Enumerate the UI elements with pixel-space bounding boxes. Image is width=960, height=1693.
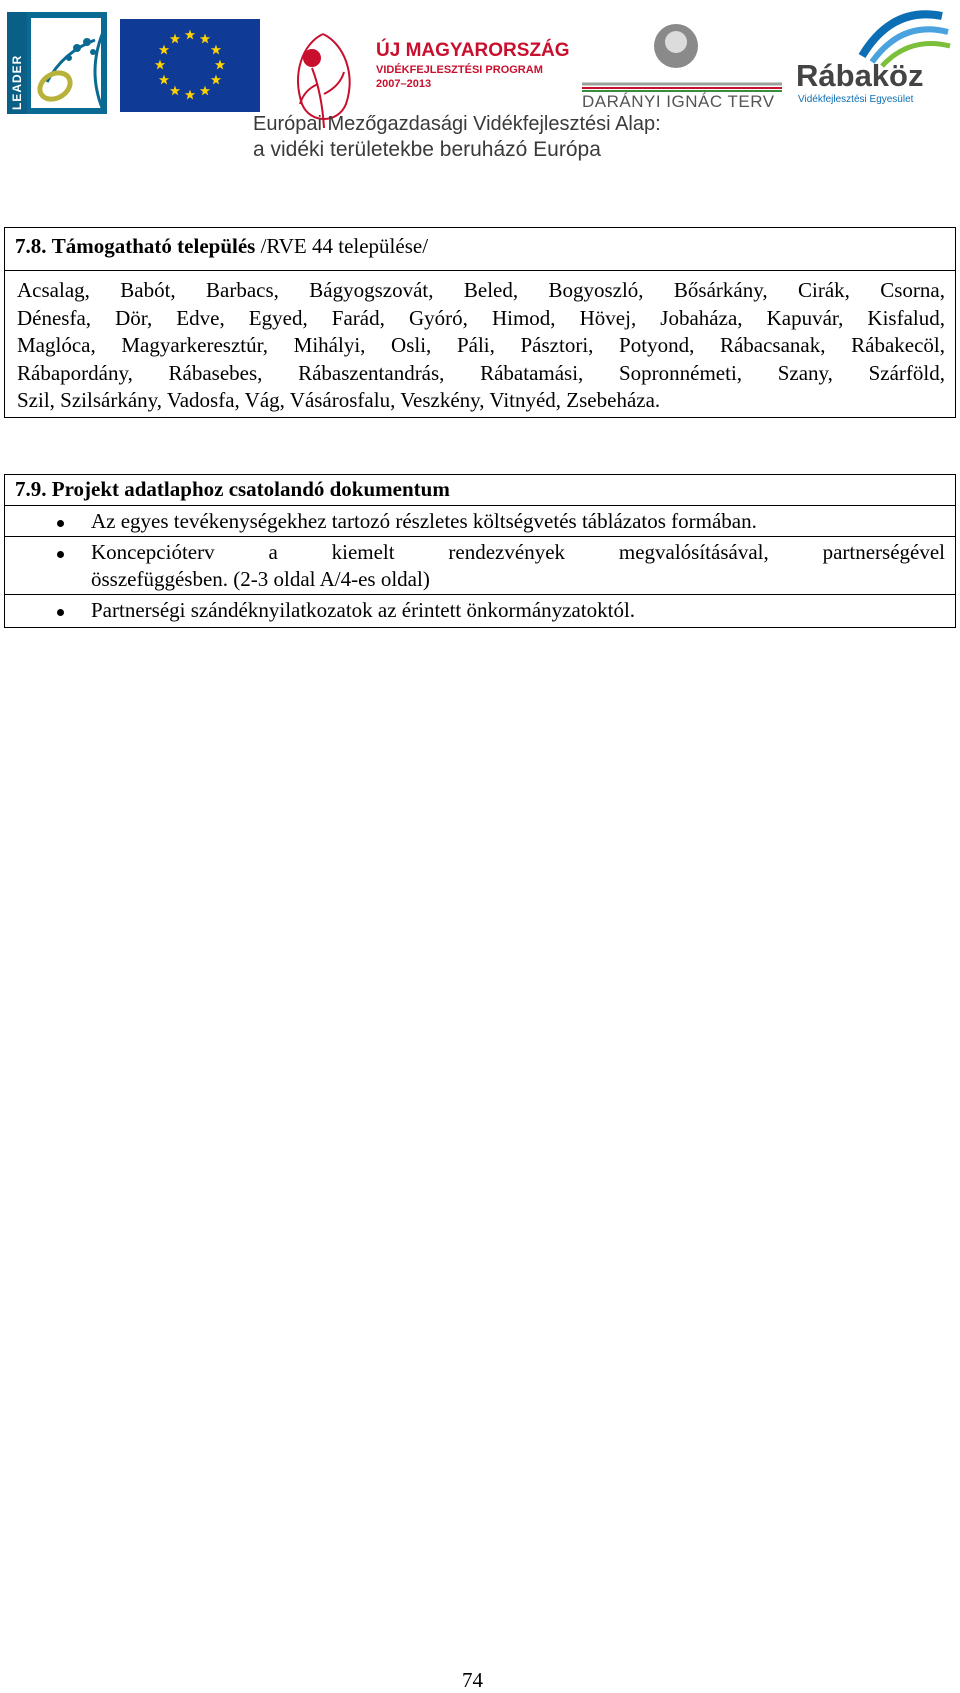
eu-star-icon [200, 85, 210, 95]
settlement-list-line: Maglóca, Magyarkeresztúr, Mihályi, Osli, Páli, Pásztori, Potyond, Rábacsanak, Rábakecöl, [17, 333, 945, 357]
eu-flag-logo [120, 19, 260, 112]
eu-star-icon [215, 60, 225, 70]
eu-fund-line-2: a vidéki területekbe beruházó Európa [253, 138, 601, 161]
eu-star-icon [159, 75, 169, 85]
document-list-item: Partnerségi szándéknyilatkozatok az érintett önkormányzatoktól. [5, 595, 955, 627]
page-header [0, 0, 960, 170]
bullet-icon [57, 551, 64, 558]
ujm-title: ÚJ MAGYARORSZÁG [376, 40, 570, 61]
ujm-subtitle: VIDÉKFEJLESZTÉSI PROGRAM [376, 64, 543, 76]
eu-star-icon [170, 85, 180, 95]
document-list-item: Az egyes tevékenységekhez tartozó részletes költségvetés táblázatos formában. [5, 506, 955, 537]
eu-star-icon [159, 45, 169, 55]
settlement-list-line: Szil, Szilsárkány, Vadosfa, Vág, Vásárosfalu, Veszkény, Vitnyéd, Zsebeháza. [17, 388, 661, 412]
bullet-icon [57, 609, 64, 616]
section-7-8-heading [5, 228, 955, 271]
section-7-9-table [4, 474, 956, 628]
settlement-list-line: Acsalag, Babót, Barbacs, Bágyogszovát, Beled, Bogyoszló, Bősárkány, Cirák, Csorna, [17, 278, 945, 302]
leader-logo: LEADER [7, 12, 107, 114]
daranyi-label: DARÁNYI IGNÁC TERV [582, 92, 775, 111]
section-7-8-number: 7.8. [15, 234, 47, 258]
page-number: 74 [462, 1668, 483, 1692]
section-7-8-table [4, 227, 956, 418]
eu-star-icon [185, 30, 195, 40]
eu-star-icon [211, 45, 221, 55]
eu-star-icon [155, 60, 165, 70]
eu-star-icon [200, 34, 210, 44]
section-7-8-title-note: /RVE 44 települése/ [255, 234, 429, 258]
rabakoz-subtitle: Vidékfejlesztési Egyesület [798, 94, 914, 105]
settlement-list-line: Rábapordány, Rábasebes, Rábaszentandrás, Rábatamási, Sopronnémeti, Szany, Szárföld, [17, 360, 945, 385]
settlement-list [5, 271, 955, 415]
rabakoz-name: Rábaköz [796, 58, 924, 93]
settlement-list-line: Dénesfa, Dör, Edve, Egyed, Farád, Gyóró, Himod, Hövej, Jobaháza, Kapuvár, Kisfalud, [17, 305, 945, 330]
eu-fund-line-1: Európai Mezőgazdasági Vidékfejlesztési Alap: [253, 113, 661, 135]
eu-star-icon [170, 34, 180, 44]
rabakoz-logo [792, 6, 952, 110]
section-7-8-title: Támogatható település [51, 234, 256, 258]
document-list-item: Koncepcióterv a kiemelt rendezvények megvalósításával, partnerségével összefüggésben. (2-3 oldal A/4-es oldal) [5, 537, 955, 595]
section-7-9-heading: 7.9. Projekt adatlaphoz csatolandó dokumentum [5, 475, 955, 506]
ujm-years: 2007–2013 [376, 78, 432, 90]
eu-star-icon [211, 75, 221, 85]
bullet-icon [57, 520, 64, 527]
daranyi-ignac-terv-logo [582, 14, 782, 111]
uj-magyarorszag-logo-text [376, 40, 576, 100]
eu-star-icon [185, 90, 195, 100]
